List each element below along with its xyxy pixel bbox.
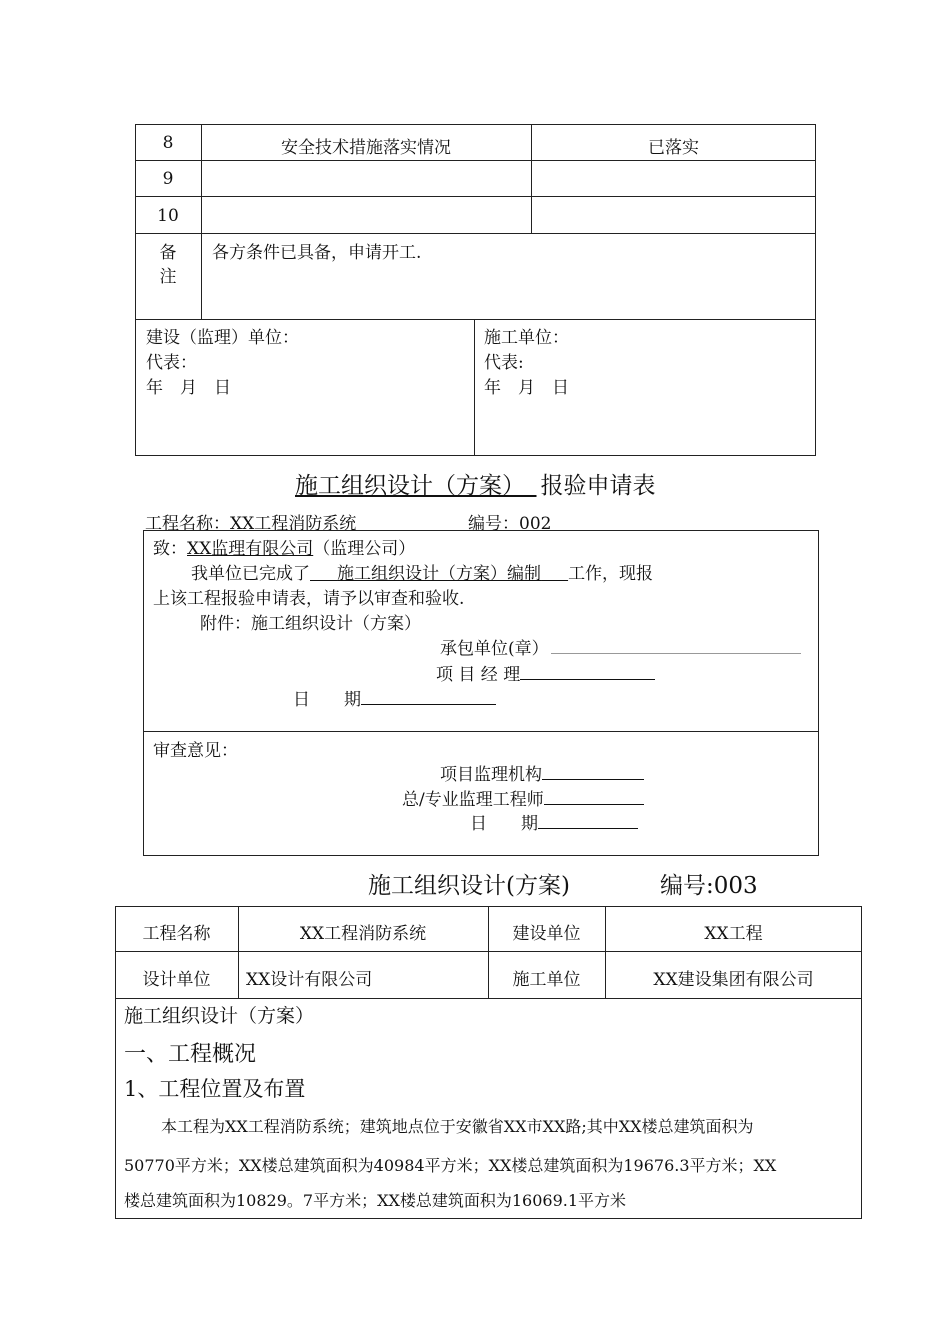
supervisor-row <box>402 785 644 810</box>
representative-label: 代表: <box>484 353 524 373</box>
representative-label: 代表： <box>146 353 197 373</box>
review-label: 审查意见： <box>153 741 238 761</box>
paragraph-line: 楼总建筑面积为10829。7平方米；XX楼总建筑面积为16069.1平方米 <box>124 1191 627 1210</box>
supervisor-label: 总/专业监理工程师 <box>402 790 544 810</box>
owner-label: 建设单位 <box>512 924 581 944</box>
supervision-org-label: 项目监理机构 <box>440 765 542 785</box>
row-divider <box>115 998 862 999</box>
date-blank[interactable] <box>361 688 496 705</box>
addressee-value: XX监理有限公司 <box>187 539 314 559</box>
project-manager-blank[interactable] <box>520 663 655 680</box>
addressee-row <box>153 534 415 559</box>
project-name-value: XX工程消防系统 <box>299 924 427 944</box>
designer-value: XX设计有限公司 <box>246 970 373 990</box>
row-item: 安全技术措施落实情况 <box>281 138 451 158</box>
row-divider <box>135 160 816 161</box>
owner-value: XX工程 <box>704 924 763 944</box>
section-divider <box>143 731 819 732</box>
construction-unit-label: 建设（监理）单位： <box>146 328 299 348</box>
project-manager-row <box>436 660 655 685</box>
row-number: 9 <box>162 169 174 189</box>
contractor-seal-label: 承包单位(章） <box>440 639 549 659</box>
paragraph-line: 50770平方米；XX楼总建筑面积为40984平方米；XX楼总建筑面积为19676.3平方米；XX <box>124 1156 777 1175</box>
project-name-value: XX工程消防系统 <box>230 514 357 534</box>
row-divider <box>135 319 816 320</box>
body-line-1 <box>191 559 653 584</box>
body-line-2: 上该工程报验申请表，请予以审查和验收. <box>153 589 465 609</box>
addressee-label: 致： <box>153 539 187 559</box>
date-label: 日 期 <box>293 690 361 710</box>
supervision-org-row <box>440 760 644 785</box>
section-heading: 1、工程位置及布置 <box>124 1077 306 1101</box>
designer-label: 设计单位 <box>142 970 211 990</box>
section-heading: 施工组织设计（方案） <box>124 1005 315 1027</box>
contractor-unit-label: 施工单位： <box>484 328 569 348</box>
paragraph-line: 本工程为XX工程消防系统；建筑地点位于安徽省XX市XX路;其中XX楼总建筑面积为 <box>161 1117 754 1136</box>
form3-title: 施工组织设计(方案) <box>368 873 570 899</box>
project-manager-label: 项 目 经 理 <box>436 665 521 685</box>
body-work-gap-right <box>541 564 568 584</box>
supervisor-blank[interactable] <box>544 788 644 805</box>
remark-text: 各方条件已具备，申请开工. <box>212 243 422 263</box>
body-suffix: 工作，现报 <box>568 564 654 584</box>
row-divider <box>135 196 816 197</box>
row-number: 8 <box>162 133 174 153</box>
date-label: 年 月 日 <box>146 378 231 398</box>
remark-label: 注 <box>159 267 177 287</box>
review-date-row <box>470 809 638 834</box>
review-date-label: 日 期 <box>470 814 538 834</box>
col-divider <box>474 319 475 456</box>
table-border <box>135 124 816 456</box>
contractor-seal-row <box>440 634 801 659</box>
form3-number: 编号:003 <box>660 873 758 899</box>
project-name-label: 工程名称 <box>142 924 211 944</box>
project-name-label: 工程名称： <box>145 514 230 534</box>
row-number: 10 <box>157 206 179 226</box>
row-divider <box>135 233 816 234</box>
form-number: 编号：002 <box>468 514 552 534</box>
review-date-blank[interactable] <box>538 812 638 829</box>
remark-label: 备 <box>159 243 177 263</box>
body-prefix: 我单位已完成了 <box>191 564 310 584</box>
date-label: 年 月 日 <box>484 378 569 398</box>
body-work-gap-left <box>310 564 337 584</box>
addressee-suffix: （监理公司） <box>313 539 416 559</box>
row-status: 已落实 <box>648 138 699 158</box>
form-title-rest: 报验申请表 <box>540 473 656 499</box>
contractor-value: XX建设集团有限公司 <box>653 970 814 990</box>
form-title <box>295 467 656 500</box>
contractor-label: 施工单位 <box>512 970 581 990</box>
attachment: 附件：施工组织设计（方案） <box>200 614 421 634</box>
contractor-seal-blank[interactable] <box>551 637 801 654</box>
section-heading: 一、工程概况 <box>124 1042 257 1067</box>
title-underline-gap <box>514 473 537 499</box>
date-row <box>293 685 496 710</box>
body-work: 施工组织设计（方案）编制 <box>337 564 542 584</box>
supervision-org-blank[interactable] <box>542 763 644 780</box>
form-title-main: 施工组织设计（方案） <box>295 473 514 499</box>
